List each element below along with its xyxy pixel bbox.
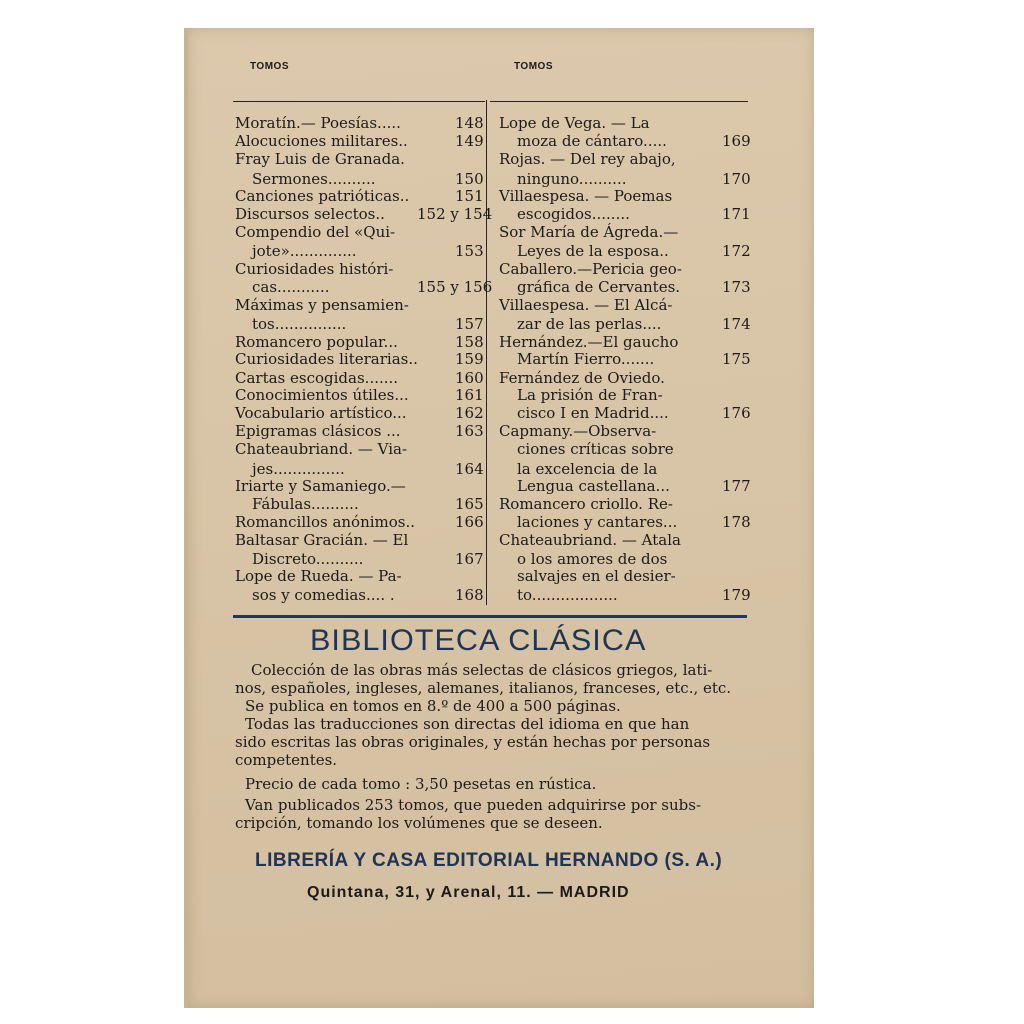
catalog-entry-title: jote»..............	[252, 242, 357, 260]
volume-number: 167	[455, 550, 484, 568]
description-line: Van publicados 253 tomos, que pueden adquirirse por subs-	[245, 796, 702, 814]
right-column-header: TOMOS	[514, 61, 553, 72]
catalog-entry-title: Martín Fierro.......	[517, 350, 655, 368]
biblioteca-title: BIBLIOTECA CLÁSICA	[310, 624, 647, 657]
description-line: cripción, tomando los volúmenes que se deseen.	[235, 814, 603, 832]
volume-number: 177	[722, 477, 751, 495]
catalog-entry-title: Lope de Rueda. — Pa-	[235, 567, 402, 585]
volume-number: 176	[722, 404, 751, 422]
volume-number: 159	[455, 350, 484, 368]
catalog-entry-title: jes...............	[252, 460, 345, 478]
catalog-entry-title: Alocuciones militares..	[235, 132, 408, 150]
volume-number: 174	[722, 315, 751, 333]
catalog-entry-title: Caballero.—Pericia geo-	[499, 260, 682, 278]
catalog-entry-title: escogidos........	[517, 205, 630, 223]
catalog-entry-title: zar de las perlas....	[517, 315, 662, 333]
catalog-entry-title: Sor María de Ágreda.—	[499, 223, 679, 241]
catalog-entry-title: Moratín.— Poesías.....	[235, 114, 401, 132]
catalog-entry-title: Lope de Vega. — La	[499, 114, 650, 132]
catalog-entry-title: Discreto..........	[252, 550, 364, 568]
catalog-entry-title: gráfica de Cervantes.	[517, 278, 681, 296]
section-divider-rule	[233, 615, 747, 618]
catalog-entry-title: Romancero popular...	[235, 333, 398, 351]
catalog-entry-title: Fray Luis de Granada.	[235, 150, 405, 168]
catalog-entry-title: Chateaubriand. — Atala	[499, 531, 681, 549]
catalog-entry-title: Lengua castellana...	[517, 477, 670, 495]
catalog-entry-title: Hernández.—El gaucho	[499, 333, 679, 351]
volume-number: 148	[455, 114, 484, 132]
volume-number: 161	[455, 386, 484, 404]
catalog-entry-title: Leyes de la esposa..	[517, 242, 669, 260]
right-header-rule	[490, 101, 748, 102]
volume-number: 172	[722, 242, 751, 260]
catalog-entry-title: Cartas escogidas.......	[235, 369, 399, 387]
volume-number: 165	[455, 495, 484, 513]
catalog-entry-title: laciones y cantares...	[517, 513, 678, 531]
catalog-entry-title: Discursos selectos..	[235, 205, 385, 223]
catalog-entry-title: La prisión de Fran-	[517, 386, 663, 404]
description-line: nos, españoles, ingleses, alemanes, italianos, franceses, etc., etc.	[235, 679, 732, 697]
volume-number: 155 y 156	[417, 278, 493, 296]
catalog-entry-title: Fábulas..........	[252, 495, 359, 513]
description-line: Todas las traducciones son directas del idioma en que han	[245, 715, 690, 733]
volume-number: 163	[455, 422, 484, 440]
catalog-entry-title: Compendio del «Qui-	[235, 223, 396, 241]
left-header-rule	[233, 101, 485, 102]
catalog-entry-title: Romancero criollo. Re-	[499, 495, 673, 513]
catalog-entry-title: to..................	[517, 586, 618, 604]
catalog-entry-title: tos...............	[252, 315, 347, 333]
catalog-entry-title: Curiosidades históri-	[235, 260, 394, 278]
volume-number: 169	[722, 132, 751, 150]
catalog-entry-title: Romancillos anónimos..	[235, 513, 416, 531]
volume-number: 157	[455, 315, 484, 333]
description-line: Colección de las obras más selectas de clásicos griegos, lati-	[251, 661, 713, 679]
volume-number: 158	[455, 333, 484, 351]
publisher-address: Quintana, 31, y Arenal, 11. — MADRID	[307, 884, 630, 901]
volume-number: 175	[722, 350, 751, 368]
catalog-entry-title: Rojas. — Del rey abajo,	[499, 150, 676, 168]
column-divider	[486, 100, 487, 605]
volume-number: 150	[455, 170, 484, 188]
catalog-entry-title: Vocabulario artístico...	[235, 404, 407, 422]
volume-number: 179	[722, 586, 751, 604]
catalog-entry-title: salvajes en el desier-	[517, 567, 676, 585]
catalog-entry-title: Villaespesa. — El Alcá-	[499, 296, 673, 314]
catalog-entry-title: la excelencia de la	[517, 460, 658, 478]
catalog-entry-title: Capmany.—Observa-	[499, 422, 657, 440]
catalog-entry-title: sos y comedias.... .	[252, 586, 395, 604]
volume-number: 173	[722, 278, 751, 296]
catalog-entry-title: o los amores de dos	[517, 550, 668, 568]
volume-number: 160	[455, 369, 484, 387]
volume-number: 151	[455, 187, 484, 205]
volume-number: 149	[455, 132, 484, 150]
catalog-entry-title: Curiosidades literarias..	[235, 350, 418, 368]
volume-number: 152 y 154	[417, 205, 493, 223]
volume-number: 164	[455, 460, 484, 478]
catalog-entry-title: Máximas y pensamien-	[235, 296, 409, 314]
catalog-entry-title: ninguno..........	[517, 170, 627, 188]
left-column-header: TOMOS	[250, 61, 289, 72]
catalog-entry-title: ciones críticas sobre	[517, 440, 674, 458]
volume-number: 171	[722, 205, 751, 223]
price-line: Precio de cada tomo : 3,50 pesetas en rústica.	[245, 775, 597, 793]
catalog-entry-title: Iriarte y Samaniego.—	[235, 477, 406, 495]
volume-number: 153	[455, 242, 484, 260]
catalog-entry-title: Chateaubriand. — Via-	[235, 440, 408, 458]
description-line: Se publica en tomos en 8.º de 400 a 500 páginas.	[245, 697, 621, 715]
volume-number: 170	[722, 170, 751, 188]
description-line: sido escritas las obras originales, y están hechas por personas	[235, 733, 711, 751]
catalog-entry-title: moza de cántaro.....	[517, 132, 667, 150]
volume-number: 178	[722, 513, 751, 531]
volume-number: 162	[455, 404, 484, 422]
catalog-entry-title: Villaespesa. — Poemas	[499, 187, 673, 205]
catalog-entry-title: Fernández de Oviedo.	[499, 369, 665, 387]
catalog-entry-title: cas...........	[252, 278, 330, 296]
catalog-entry-title: cisco I en Madrid....	[517, 404, 669, 422]
description-line: competentes.	[235, 751, 338, 769]
catalog-entry-title: Baltasar Gracián. — El	[235, 531, 409, 549]
publisher-name: LIBRERÍA Y CASA EDITORIAL HERNANDO (S. A.)	[255, 850, 723, 871]
volume-number: 168	[455, 586, 484, 604]
volume-number: 166	[455, 513, 484, 531]
catalog-entry-title: Canciones patrióticas..	[235, 187, 410, 205]
catalog-entry-title: Sermones..........	[252, 170, 376, 188]
catalog-entry-title: Epigramas clásicos ...	[235, 422, 401, 440]
catalog-entry-title: Conocimientos útiles...	[235, 386, 409, 404]
